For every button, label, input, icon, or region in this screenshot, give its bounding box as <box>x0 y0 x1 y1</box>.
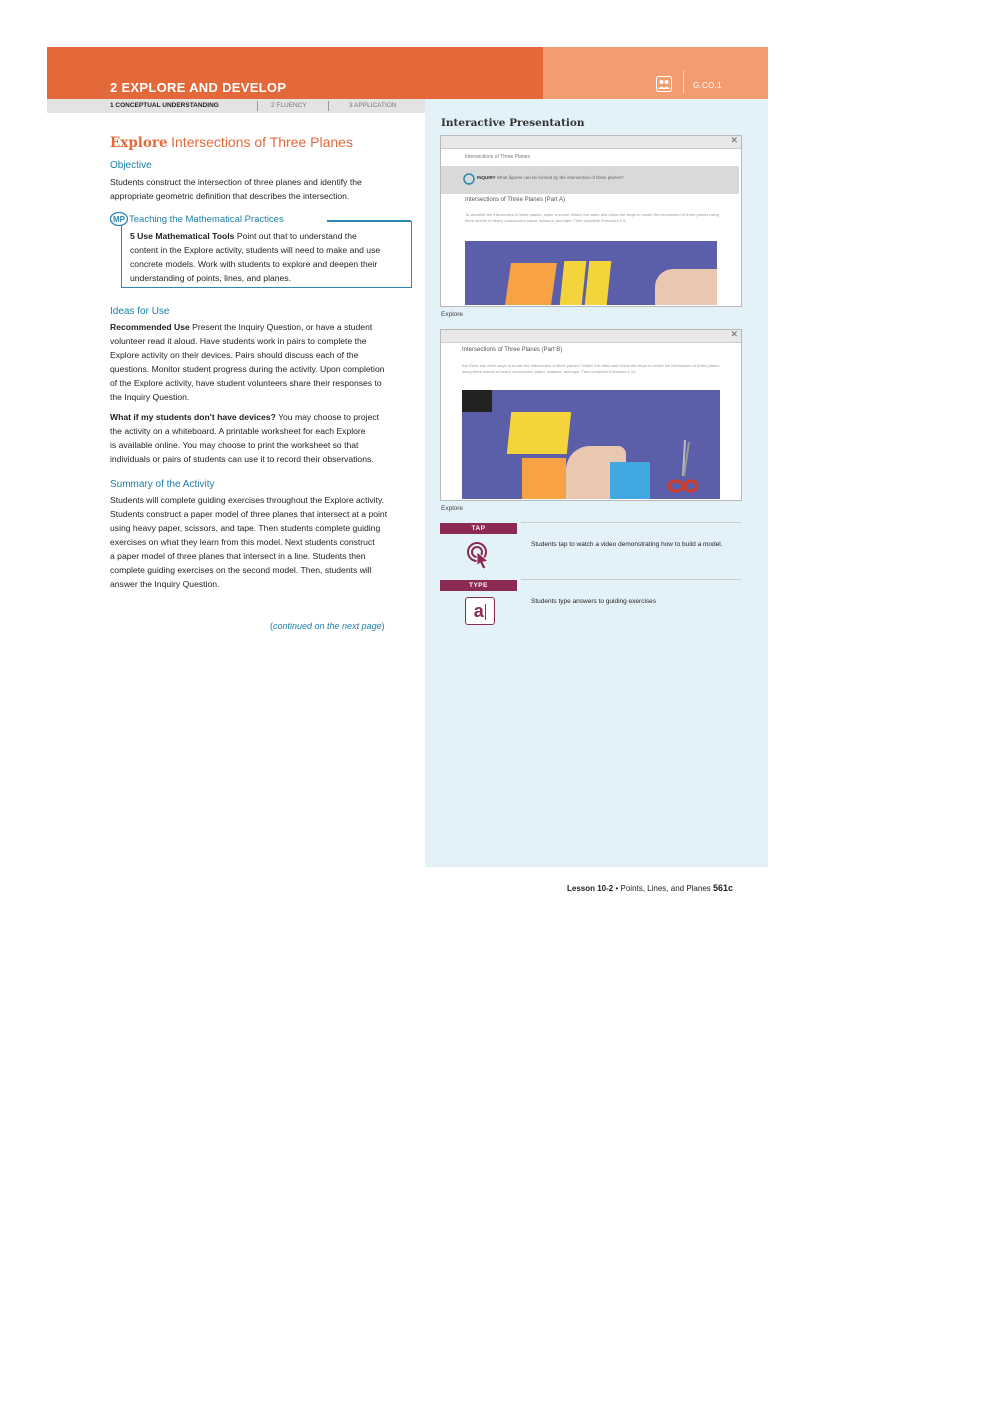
tap-badge: TAP <box>440 523 517 534</box>
group-work-icon <box>656 76 672 92</box>
svg-text:MP: MP <box>113 215 125 224</box>
scissors-icon <box>667 440 699 496</box>
divider <box>521 522 741 523</box>
inquiry-text: What figures can be formed by the intersection of three planes? <box>497 175 624 180</box>
caption-part-a: Explore <box>441 311 464 318</box>
standard-code: G.CO.1 <box>693 81 722 90</box>
text-line: Explore activity on their devices. Pairs should discuss each of the <box>110 350 359 360</box>
tab-conceptual-understanding: 1 CONCEPTUAL UNDERSTANDING <box>110 102 219 109</box>
section-title: 2 EXPLORE AND DEVELOP <box>110 80 287 95</box>
paper-sheet <box>560 261 587 305</box>
title-rest: Intersections of Three Planes <box>171 134 353 150</box>
paper-sheet <box>505 263 557 305</box>
mp-badge-icon <box>110 212 128 226</box>
inquiry-bar <box>441 166 739 194</box>
type-icon <box>465 597 495 625</box>
part-a-title: Intersections of Three Planes (Part A) <box>465 197 565 203</box>
tab-separator <box>328 101 329 111</box>
text-line: concrete models. Work with students to explore and deepen their <box>130 259 378 269</box>
interactive-presentation-title: Interactive Presentation <box>441 117 585 129</box>
paper-sheet <box>522 458 566 499</box>
type-badge: TYPE <box>440 580 517 591</box>
blue-sheet <box>610 462 650 499</box>
tab-separator <box>257 101 258 111</box>
close-icon: ✕ <box>730 135 738 145</box>
ideas-bold: Recommended Use <box>110 322 190 332</box>
devices-bold: What if my students don't have devices? <box>110 412 276 422</box>
text-line: Students construct a paper model of three planes that intersect at a point <box>110 509 388 519</box>
text-line: volunteer read it aloud. Have students work in pairs to complete the <box>110 336 367 346</box>
screen-breadcrumb: Intersections of Three Planes <box>465 154 530 160</box>
continued-text: continued on the next page <box>273 621 382 631</box>
text-line: the activity on a whiteboard. A printable worksheet for each Explore <box>110 426 366 436</box>
mp-title: Teaching the Mathematical Practices <box>129 214 284 225</box>
page-title <box>110 134 353 152</box>
header-divider <box>683 71 684 93</box>
page-number: 561c <box>713 883 734 893</box>
part-b-instructions: Are there any other ways to model the intersection of three planes? Watch the video and follow the steps to model the intersection of three planes using three sheets of heavy construction paper, scissors, and tape. Then complete Exercises 6-10. <box>462 363 720 374</box>
text-line: Students will complete guiding exercises throughout the Explore activity. <box>110 495 385 505</box>
divider <box>521 579 741 580</box>
tap-icon <box>466 541 492 569</box>
text-line: answer the Inquiry Question. <box>110 579 220 589</box>
text-span: You may choose to project <box>278 412 380 422</box>
screenshot-part-b <box>440 329 742 501</box>
text-line: individuals or pairs of students can use it to record their observations. <box>110 454 374 464</box>
text-line: appropriate geometric definition that describes the intersection. <box>110 191 350 201</box>
close-icon: ✕ <box>730 329 738 339</box>
text-span: Present the Inquiry Question, or have a student <box>192 322 373 332</box>
tap-description: Students tap to watch a video demonstrating how to build a model. <box>531 541 723 548</box>
inquiry-icon <box>463 173 475 185</box>
video-still-part-b <box>462 390 720 499</box>
text-line: is available online. You may choose to print the worksheet so that <box>110 440 359 450</box>
text-line: exercises on what they learn from this model. Next students construct <box>110 537 375 547</box>
paper-sheet <box>507 412 571 454</box>
text-line: questions. Monitor student progress during the activity. Upon completion <box>110 364 385 374</box>
devices-text <box>110 410 410 466</box>
footer-lesson: Lesson 10-2 <box>567 884 614 893</box>
tab-application: 3 APPLICATION <box>349 102 397 109</box>
screen-titlebar <box>441 330 741 343</box>
dark-object <box>462 390 492 412</box>
objective-text <box>110 175 410 203</box>
screenshot-part-a <box>440 135 742 307</box>
paper-sheet <box>585 261 612 305</box>
mp-text <box>130 229 410 285</box>
text-cursor <box>485 604 487 620</box>
text-span: Point out that to understand the <box>236 231 357 241</box>
text-line: of the Explore activity, have student volunteers share their responses to <box>110 378 382 388</box>
text-line: a paper model of three planes that intersect in a line. Students then <box>110 551 366 561</box>
text-line: content in the Explore activity, students will need to make and use <box>130 245 381 255</box>
summary-heading: Summary of the Activity <box>110 479 215 490</box>
tab-fluency: 2 FLUENCY <box>271 102 307 109</box>
part-a-instructions: To visualize the intersection of three planes, make a model. Watch the video and follow the steps to model the intersection of three planes using three sheets of heavy construction paper, scissors, and tape. Then complete Exercises 1-5. <box>465 212 719 223</box>
ideas-text <box>110 320 410 404</box>
text-line: Students construct the intersection of three planes and identify the <box>110 177 362 187</box>
text-line: complete guiding exercises on the second model. Then, students will <box>110 565 372 575</box>
page-footer: Lesson 10-2 • Points, Lines, and Planes 561c <box>567 883 734 893</box>
screen-titlebar <box>441 136 741 149</box>
hand <box>655 269 717 305</box>
type-description: Students type answers to guiding exercises <box>531 598 657 605</box>
type-glyph: a <box>473 601 484 621</box>
objective-heading: Objective <box>110 160 152 171</box>
ideas-heading: Ideas for Use <box>110 306 170 317</box>
summary-text <box>110 493 410 591</box>
continued-note: (continued on the next page) <box>270 621 385 631</box>
text-line <box>110 320 410 334</box>
title-explore: Explore <box>110 135 168 151</box>
footer-topic: Points, Lines, and Planes <box>620 884 711 893</box>
text-line: using heavy paper, scissors, and tape. Then students complete guiding <box>110 523 381 533</box>
video-still-part-a <box>465 241 717 305</box>
text-line <box>130 229 410 243</box>
text-line <box>110 410 410 424</box>
text-line: understanding of points, lines, and planes. <box>130 273 292 283</box>
text-line: the Inquiry Question. <box>110 392 190 402</box>
caption-part-b: Explore <box>441 505 464 512</box>
inquiry-label: INQUIRY <box>477 175 496 180</box>
part-b-title: Intersections of Three Planes (Part B) <box>462 347 563 353</box>
mp-bold: 5 Use Mathematical Tools <box>130 231 235 241</box>
